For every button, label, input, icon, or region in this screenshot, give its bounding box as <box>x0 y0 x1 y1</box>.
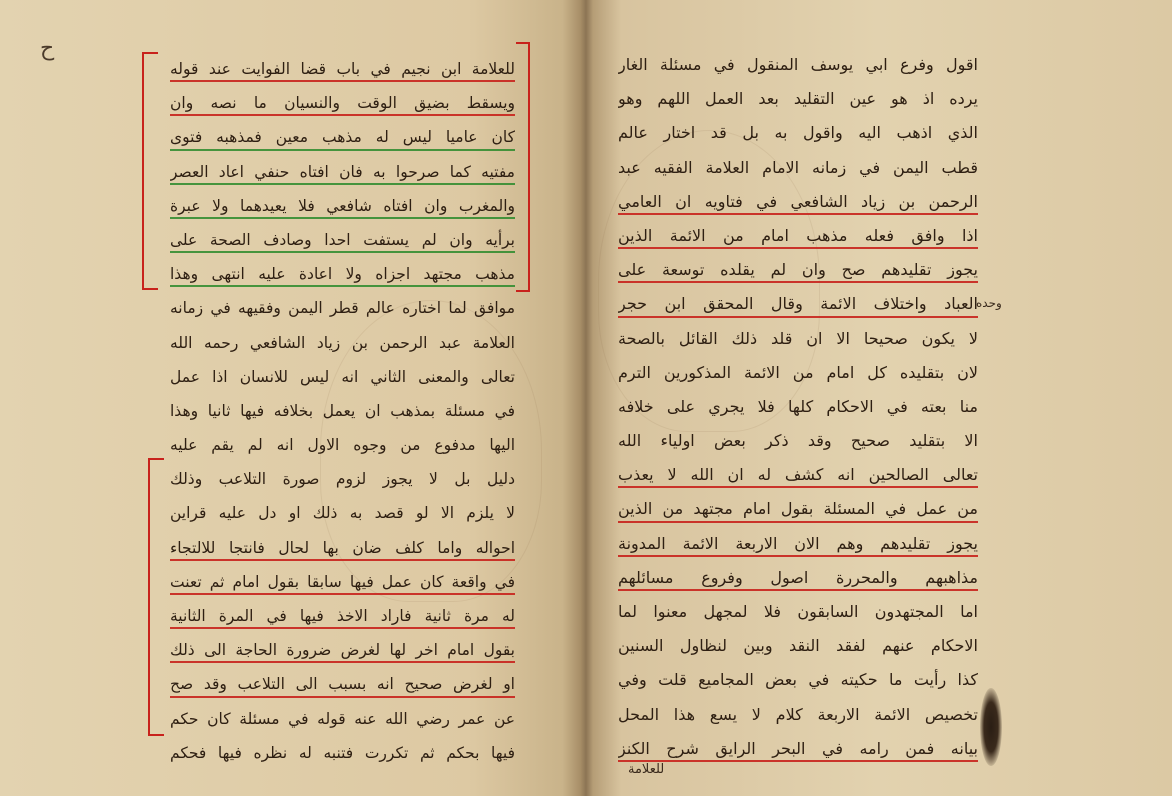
text-line: او لغرض صحيح انه بسبب الى التلاعب وقد صح <box>170 667 515 701</box>
text-line: للعلامة ابن نجيم في باب قضا الفوايت عند قوله <box>170 52 515 86</box>
text-line: مذهب مجتهد اجزاه ولا اعادة عليه انتهى وهذا <box>170 257 515 291</box>
text-line: تخصيص الائمة الاربعة كلام لا يسع هذا المحل <box>618 704 978 724</box>
text-line: لا يكون صحيحا الا ان قلد ذلك القائل بالصحة <box>618 328 978 348</box>
text-line: ويسقط بضيق الوقت والنسيان ما نصه وان <box>170 86 515 120</box>
text-line: يجوز تقليدهم صح وان لم يقلده توسعة على <box>618 253 978 287</box>
text-line: لان بتقليده كل امام من الائمة المذكورين الترم <box>618 362 978 382</box>
text-line: برأيه وان لم يستفت احدا وصادف الصحة على <box>170 223 515 257</box>
text-line: فيها بحكم ثم تكررت فتنبه له نظره فيها فحكم <box>170 743 515 762</box>
text-line: الذي اذهب اليه واقول به بل قد اختار عالم <box>618 123 978 143</box>
text-line: الرحمن بن زياد الشافعي في فتاويه ان العامي <box>618 185 978 219</box>
text-line: اما المجتهدون السابقون فلا لمجهل معنوا لما <box>618 602 978 621</box>
text-line: تعالى الصالحين انه كشف له ان الله لا يعذب <box>618 458 978 492</box>
right-text-block <box>618 48 978 766</box>
text-line: مذاهبهم والمحررة اصول وفروع مسائلهم <box>618 561 978 595</box>
text-line: موافق لما اختاره عالم قطر اليمن وفقيهه في زمانه <box>170 299 515 318</box>
text-line: له مرة ثانية فاراد الاخذ فيها في المرة الثانية <box>170 599 515 633</box>
text-line: الا بتقليد صحيح وقد ذكر بعض اولياء الله <box>618 431 978 451</box>
text-line: يجوز تقليدهم وهم الان الاربعة الائمة المدونة <box>618 527 978 561</box>
text-line: عن عمر رضي الله عنه قوله في مسئلة كان حكم <box>170 709 515 728</box>
text-line: العلامة عبد الرحمن بن زياد الشافعي رحمه الله <box>170 333 515 352</box>
corner-mark: ح <box>40 36 55 61</box>
margin-bracket-right <box>516 42 530 292</box>
text-line: العباد واختلاف الائمة وقال المحقق ابن حجر <box>618 287 978 321</box>
margin-bracket-top <box>142 52 158 290</box>
text-line: كذا رأيت ما حكيته في بعض المجاميع قلت وفي <box>618 670 978 690</box>
text-line: في واقعة كان عمل فيها سابقا بقول امام ثم تعنت <box>170 565 515 599</box>
text-line: والمغرب وان افتاه شافعي فلا يعيدهما ولا عبرة <box>170 189 515 223</box>
text-line: منا بعته في الاحكام كلها فلا يجري على خلافه <box>618 396 978 416</box>
text-line: اذا وافق فعله مذهب امام من الائمة الذين <box>618 219 978 253</box>
right-page <box>578 0 1172 796</box>
text-line: قطب اليمن في زمانه الامام العلامة الفقيه عبد <box>618 157 978 177</box>
left-text-block <box>170 52 515 770</box>
margin-note: وحده <box>976 296 1002 310</box>
text-line: تعالى والمعنى الثاني انه ليس للانسان اذا عمل <box>170 367 515 386</box>
text-line: اقول وفرع ابي يوسف المنقول في مسئلة الغار <box>618 55 978 74</box>
text-line: كان عاميا ليس له مذهب معين فمذهبه فتوى <box>170 120 515 154</box>
text-line: الاحكام عنهم لفقد النقد وبين لنظاول السنين <box>618 636 978 656</box>
text-line: احواله واما كلف ضان بها لحال فانتجا للالتجاء <box>170 531 515 565</box>
text-line: في مسئلة بمذهب ان يعمل بخلافه فيها ثانيا وهذا <box>170 401 515 420</box>
left-page <box>0 0 578 796</box>
text-line: مفتيه كما صرحوا به فان افتاه حنفي اعاد العصر <box>170 155 515 189</box>
margin-bracket-bottom <box>148 458 164 736</box>
text-line: بيانه فمن رامه في البحر الرايق شرح الكنز <box>618 732 978 766</box>
text-line: يرده اذ هو عين التقليد بعد العمل اللهم وهو <box>618 89 978 109</box>
text-line: اليها مدفوع من وجوه الاول انه لم يقم عليه <box>170 436 515 455</box>
text-line: دليل بل لا يجوز لزوم صورة التلاعب وذلك <box>170 470 515 489</box>
text-line: بقول امام اخر لها لغرض ضرورة الحاجة الى ذلك <box>170 633 515 667</box>
ink-blot <box>980 688 1002 766</box>
text-line: من عمل في المسئلة بقول امام مجتهد من الذين <box>618 492 978 526</box>
text-line: لا يلزم الا لو قصد به ذلك او دل عليه قراين <box>170 504 515 523</box>
catchword: للعلامة <box>628 762 665 777</box>
